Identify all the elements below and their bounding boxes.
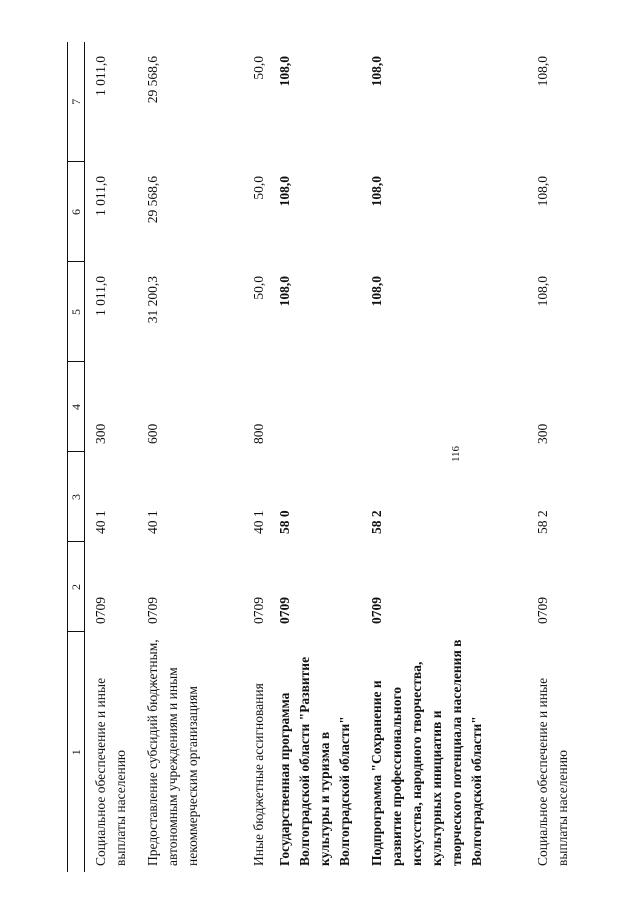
row-name: Государственная программа Волгоградской области "Развитие культуры и туризма в Волгоградской области" <box>277 656 352 866</box>
row-name: Иные бюджетные ассигнования <box>251 683 266 866</box>
amount-col6: 29 568,6 <box>145 176 160 224</box>
section-code: 0709 <box>535 597 550 624</box>
page-number: 116 <box>450 445 463 463</box>
amount-col5: 1 011,0 <box>93 276 108 316</box>
target-code: 40 1 <box>251 510 266 534</box>
row-name: Предоставление субсидий бюджетным, автономным учреждениям и иным некоммерческим организациям <box>145 639 200 866</box>
expense-type-code: 300 <box>535 423 550 444</box>
amount-col7: 50,0 <box>251 56 266 80</box>
amount-col6: 108,0 <box>277 176 292 207</box>
table-row <box>137 42 243 872</box>
amount-col6: 50,0 <box>251 176 266 200</box>
target-code: 58 2 <box>369 510 384 534</box>
column-header: 1 <box>68 632 85 872</box>
row-name: Социальное обеспечение и иные выплаты населению <box>93 677 128 866</box>
column-header: 2 <box>68 542 85 632</box>
column-header: 3 <box>68 452 85 542</box>
row-name: Подпрограмма "Сохранение и развитие профессионального искусства, народного творчества, культурных инициатив и творческого потенциала населения в Волгоградской области" <box>369 639 484 866</box>
table-row <box>361 42 527 872</box>
expense-type-code: 600 <box>145 423 160 444</box>
amount-col7: 108,0 <box>277 56 292 87</box>
budget-table-container <box>67 42 587 872</box>
expense-type-code <box>269 362 361 452</box>
amount-col5: 108,0 <box>535 276 550 307</box>
expense-type-code: 800 <box>251 423 266 444</box>
amount-col5: 108,0 <box>277 276 292 307</box>
amount-col6: 108,0 <box>369 176 384 207</box>
amount-col7: 29 568,6 <box>145 56 160 104</box>
section-code: 0709 <box>251 597 266 624</box>
section-code: 0709 <box>277 597 292 624</box>
amount-col5: 50,0 <box>251 276 266 300</box>
target-code: 58 0 <box>277 510 292 534</box>
amount-col5: 31 200,3 <box>145 276 160 324</box>
amount-col6: 108,0 <box>535 176 550 207</box>
section-code: 0709 <box>145 597 160 624</box>
table-row <box>243 42 269 872</box>
target-code: 58 2 <box>535 510 550 534</box>
amount-col7: 108,0 <box>535 56 550 87</box>
target-code: 40 1 <box>145 510 160 534</box>
column-header: 7 <box>68 42 85 162</box>
section-code: 0709 <box>93 597 108 624</box>
expense-type-code: 300 <box>93 423 108 444</box>
header-row <box>68 42 85 872</box>
amount-col7: 108,0 <box>369 56 384 87</box>
budget-table <box>67 42 583 872</box>
column-header: 5 <box>68 262 85 362</box>
amount-col7: 1 011,0 <box>93 56 108 96</box>
table-row <box>527 42 583 872</box>
expense-type-code <box>361 362 527 452</box>
row-name: Социальное обеспечение и иные выплаты населению <box>535 677 570 866</box>
table-row <box>85 42 138 872</box>
column-header: 6 <box>68 162 85 262</box>
amount-col5: 108,0 <box>369 276 384 307</box>
column-header: 4 <box>68 362 85 452</box>
target-code: 40 1 <box>93 510 108 534</box>
section-code: 0709 <box>369 597 384 624</box>
table-row <box>269 42 361 872</box>
amount-col6: 1 011,0 <box>93 176 108 216</box>
